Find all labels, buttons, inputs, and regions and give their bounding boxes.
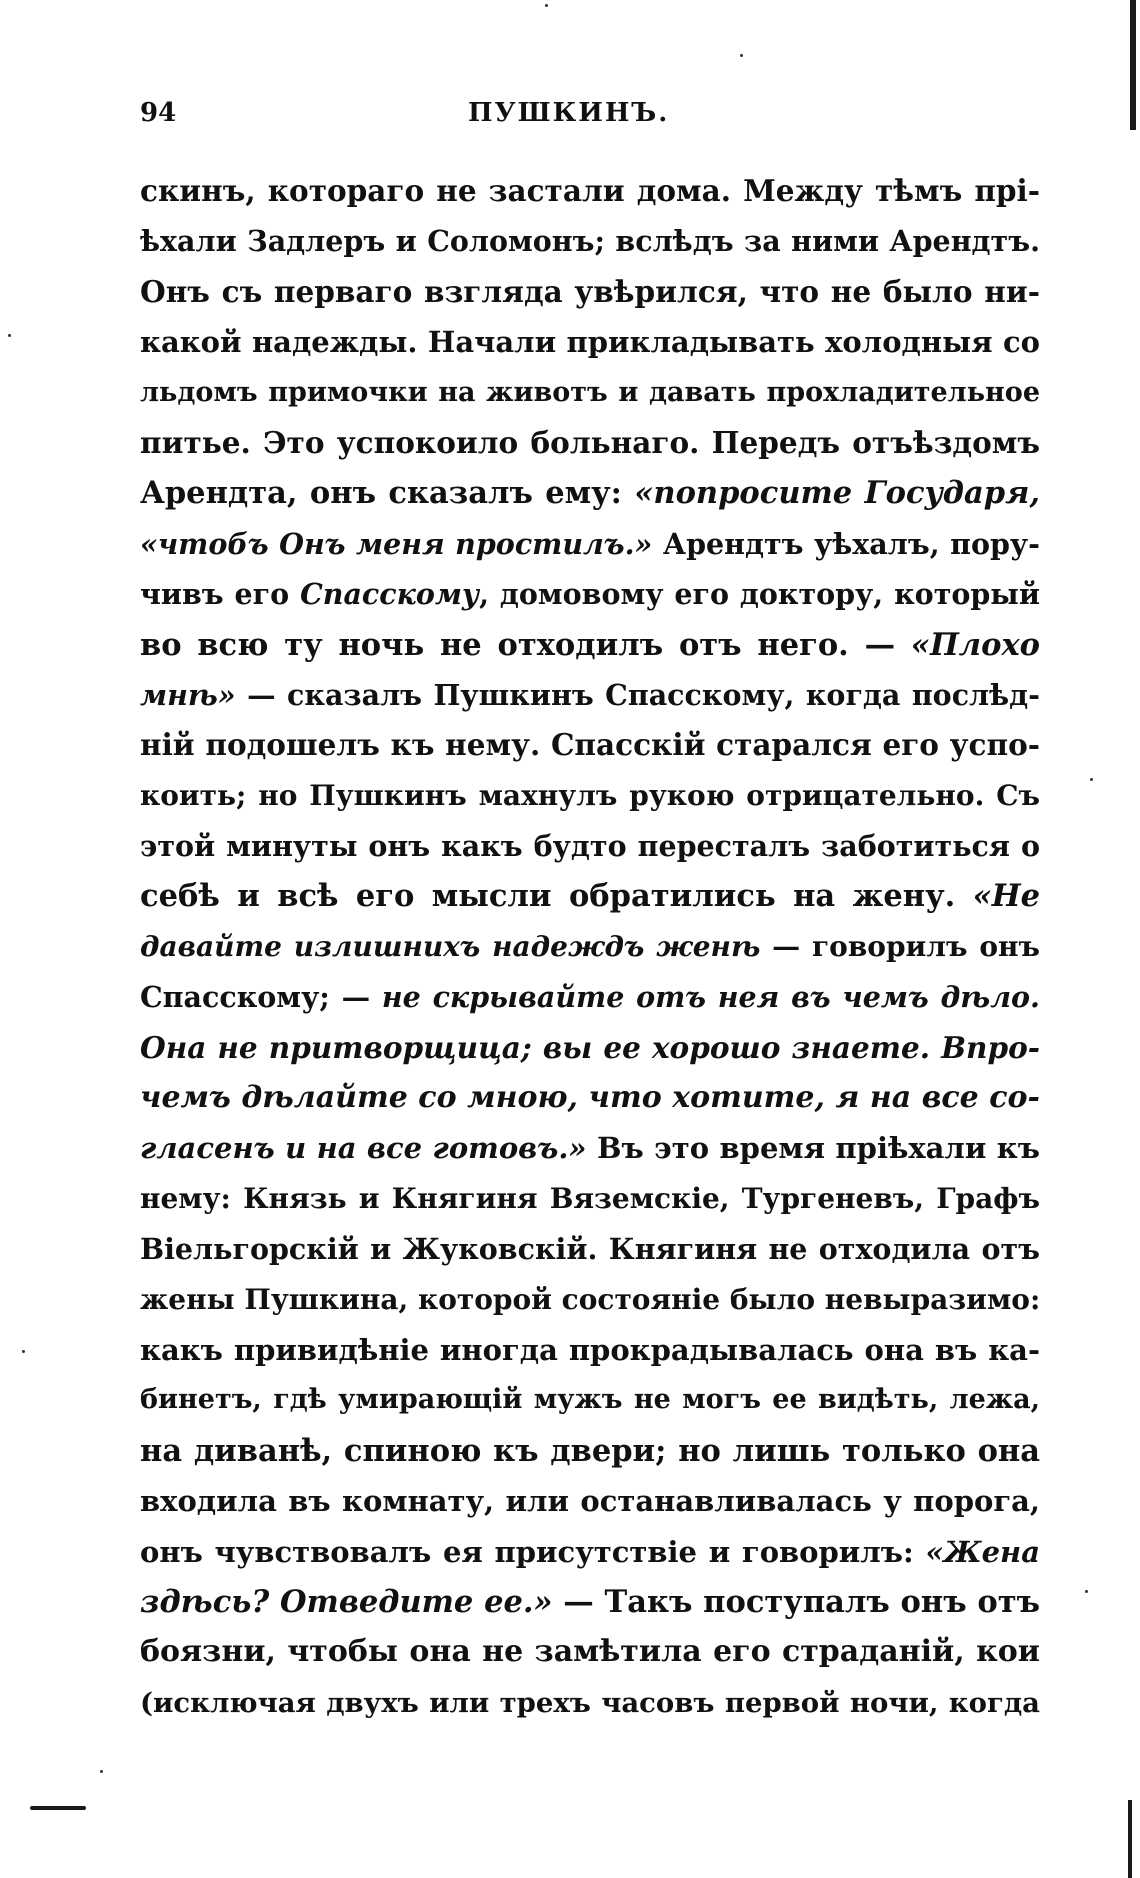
italic-segment: не скрывайте отъ нея въ чемъ дѣло. xyxy=(381,980,1040,1015)
text-line xyxy=(140,267,1040,317)
text-line xyxy=(140,1426,1040,1476)
italic-segment: Она не притворщица; вы ее хорошо знаете. Впро- xyxy=(140,1029,1040,1065)
running-title: ПУШКИНЪ. xyxy=(468,98,670,128)
text-segment: — сказалъ Пушкинъ Спасскому, когда послѣд- xyxy=(235,677,1040,712)
text-line xyxy=(140,1476,1040,1526)
text-segment: ѣхали Задлеръ и Соломонъ; вслѣдъ за ними Арендтъ. xyxy=(140,224,1040,259)
text-line xyxy=(140,418,1040,468)
text-line xyxy=(140,720,1040,770)
text-line xyxy=(140,871,1040,921)
italic-segment: «чтобъ Онъ меня простилъ.» xyxy=(140,526,653,561)
text-segment: ній подошелъ къ нему. Спасскій старался его успо- xyxy=(140,727,1040,763)
italic-segment: Спасскому xyxy=(300,577,480,612)
text-segment: коить; но Пушкинъ махнулъ рукою отрицательно. Съ xyxy=(140,778,1040,812)
italic-segment: давайте излишнихъ надеждъ женѣ xyxy=(140,929,761,963)
text-line xyxy=(140,519,1040,569)
text-segment: входила въ комнату, или останавливалась у порога, xyxy=(140,1484,1040,1519)
scan-edge-mark xyxy=(1130,0,1136,130)
text-line xyxy=(140,1123,1040,1173)
scan-speck xyxy=(1090,778,1093,781)
italic-segment: «Не xyxy=(972,878,1040,915)
text-segment: чивъ его xyxy=(140,577,301,612)
text-segment: онъ чувствовалъ ея присутствіе и говорилъ: xyxy=(140,1534,926,1569)
text-segment: этой минуты онъ какъ будто пересталъ заботиться о xyxy=(140,829,1040,864)
text-line xyxy=(140,468,1040,518)
text-segment: боязни, чтобы она не замѣтила его страданій, кои xyxy=(140,1634,1040,1670)
text-segment: , домовому его доктору, который xyxy=(479,577,1040,612)
text-segment: (исключая двухъ или трехъ часовъ первой ночи, когда xyxy=(140,1686,1040,1719)
text-line xyxy=(140,166,1040,216)
text-line xyxy=(140,1577,1040,1627)
text-segment: нему: Князь и Княгиня Вяземскіе, Тургеневъ, Графъ xyxy=(140,1181,1040,1215)
scan-speck xyxy=(8,334,11,337)
scan-edge-mark xyxy=(30,1806,86,1810)
text-segment: жены Пушкина, которой состояніе было невыразимо: xyxy=(140,1282,1040,1316)
text-segment: скинъ, котораго не застали дома. Между тѣмъ прі- xyxy=(140,173,1040,208)
text-segment: бинетъ, гдѣ умирающій мужъ не могъ ее видѣть, лежа, xyxy=(140,1384,1040,1416)
text-segment: льдомъ примочки на животъ и давать прохладительное xyxy=(140,376,1040,408)
text-line xyxy=(140,972,1040,1022)
text-line xyxy=(140,1073,1040,1123)
text-segment: Арендтъ уѣхалъ, пору- xyxy=(652,526,1040,561)
scan-speck xyxy=(22,1350,25,1353)
scan-speck xyxy=(100,1770,103,1773)
text-line xyxy=(140,922,1040,972)
text-line xyxy=(140,620,1040,670)
italic-segment: «Плохо xyxy=(910,626,1040,663)
text-line xyxy=(140,368,1040,418)
text-line xyxy=(140,1325,1040,1375)
text-line xyxy=(140,1375,1040,1425)
italic-segment: «Жена xyxy=(925,1534,1040,1569)
scan-speck xyxy=(740,54,743,57)
text-line xyxy=(140,1174,1040,1224)
text-line xyxy=(140,1275,1040,1325)
text-segment: во всю ту ночь не отходилъ отъ него. — xyxy=(140,626,911,663)
text-line xyxy=(140,1678,1040,1728)
text-segment: какой надежды. Начали прикладывать холодныя со xyxy=(140,325,1040,360)
scan-edge-mark xyxy=(1128,1800,1132,1878)
text-line xyxy=(140,771,1040,821)
text-line xyxy=(140,670,1040,720)
scan-speck xyxy=(545,4,548,7)
text-line xyxy=(140,821,1040,871)
text-line xyxy=(140,1527,1040,1577)
italic-segment: здѣсь? Отведите ее.» xyxy=(140,1583,553,1620)
text-segment: Віельгорскій и Жуковскій. Княгиня не отходила отъ xyxy=(140,1232,1040,1267)
text-line xyxy=(140,1224,1040,1274)
text-segment: Арендта, онъ сказалъ ему: xyxy=(140,475,635,512)
text-line xyxy=(140,317,1040,367)
text-segment: на диванѣ, спиною къ двери; но лишь только она xyxy=(140,1432,1040,1469)
text-line xyxy=(140,216,1040,266)
text-segment: — говорилъ онъ xyxy=(760,929,1040,963)
text-line xyxy=(140,569,1040,619)
text-line xyxy=(140,1627,1040,1677)
text-segment: Въ это время пріѣхали къ xyxy=(586,1131,1040,1166)
italic-segment: чемъ дѣлайте со мною, что хотите, я на все со- xyxy=(140,1080,1040,1116)
text-segment: какъ привидѣніе иногда прокрадывалась она въ ка- xyxy=(140,1332,1040,1367)
text-segment: Спасскому; — xyxy=(140,980,382,1015)
italic-segment: мнѣ» xyxy=(140,677,236,712)
italic-segment: «попросите Государя, xyxy=(634,475,1040,512)
page-number: 94 xyxy=(140,98,177,128)
text-line xyxy=(140,1023,1040,1073)
text-segment: — Такъ поступалъ онъ отъ xyxy=(552,1583,1040,1620)
body-text xyxy=(140,166,1040,1728)
text-segment: питье. Это успокоило больнаго. Передъ отъѣздомъ xyxy=(140,424,1040,460)
text-segment: себѣ и всѣ его мысли обратились на жену. xyxy=(140,878,973,915)
scan-speck xyxy=(1085,1590,1088,1593)
text-segment: Онъ съ перваго взгляда увѣрился, что не было ни- xyxy=(140,273,1040,309)
italic-segment: гласенъ и на все готовъ.» xyxy=(140,1131,587,1166)
page-header xyxy=(140,98,1040,138)
